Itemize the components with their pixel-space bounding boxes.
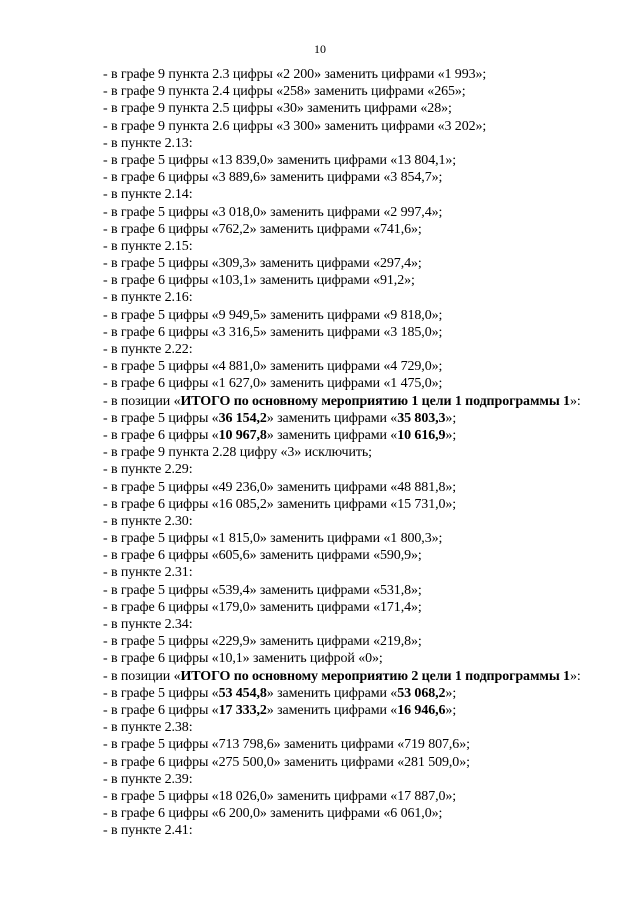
line-text: - в графе 5 цифры « bbox=[103, 410, 219, 426]
amendment-line bbox=[103, 702, 623, 719]
amendment-line: - в пункте 2.29: bbox=[103, 462, 193, 478]
amendment-line bbox=[103, 410, 623, 427]
amendment-line: - в графе 5 цифры «3 018,0» заменить цифрами «2 997,4»; bbox=[103, 204, 443, 220]
amendment-line: - в пункте 2.14: bbox=[103, 187, 193, 203]
amendment-line bbox=[103, 668, 623, 685]
amendment-line: - в пункте 2.39: bbox=[103, 771, 193, 787]
amendment-line: - в графе 5 цифры «309,3» заменить цифрами «297,4»; bbox=[103, 256, 422, 272]
amendment-line: - в графе 5 цифры «18 026,0» заменить цифрами «17 887,0»; bbox=[103, 788, 457, 804]
amendment-line bbox=[103, 427, 623, 444]
amendment-line: - в графе 5 цифры «539,4» заменить цифрами «531,8»; bbox=[103, 582, 422, 598]
line-text: »; bbox=[445, 702, 457, 718]
amendment-line: - в графе 5 цифры «1 815,0» заменить цифрами «1 800,3»; bbox=[103, 531, 443, 547]
amendment-line: - в графе 6 цифры «605,6» заменить цифрами «590,9»; bbox=[103, 548, 422, 564]
amendment-line: - в графе 5 цифры «4 881,0» заменить цифрами «4 729,0»; bbox=[103, 359, 443, 375]
line-text: »; bbox=[445, 410, 457, 426]
amendment-line: - в графе 5 цифры «713 798,6» заменить цифрами «719 807,6»; bbox=[103, 737, 470, 753]
amendment-line: - в графе 6 цифры «10,1» заменить цифрой «0»; bbox=[103, 651, 383, 667]
emphasized-text: 16 946,6 bbox=[397, 702, 446, 718]
amendment-line: - в графе 6 цифры «3 316,5» заменить цифрами «3 185,0»; bbox=[103, 324, 443, 340]
amendment-line: - в графе 6 цифры «275 500,0» заменить цифрами «281 509,0»; bbox=[103, 754, 470, 770]
amendment-line: - в графе 9 пункта 2.28 цифру «3» исключить; bbox=[103, 445, 372, 461]
amendment-line: - в графе 5 цифры «49 236,0» заменить цифрами «48 881,8»; bbox=[103, 479, 457, 495]
line-text: »: bbox=[569, 668, 581, 684]
amendment-line: - в графе 6 цифры «179,0» заменить цифрами «171,4»; bbox=[103, 599, 422, 615]
amendment-line: - в пункте 2.34: bbox=[103, 617, 193, 632]
line-text: » заменить цифрами « bbox=[266, 427, 398, 443]
amendment-line: - в графе 6 цифры «1 627,0» заменить цифрами «1 475,0»; bbox=[103, 376, 443, 392]
amendment-line: - в графе 5 цифры «9 949,5» заменить цифрами «9 818,0»; bbox=[103, 307, 443, 323]
amendment-line bbox=[103, 685, 623, 702]
amendment-line: - в графе 6 цифры «3 889,6» заменить цифрами «3 854,7»; bbox=[103, 170, 443, 186]
line-text: - в графе 5 цифры « bbox=[103, 685, 219, 701]
emphasized-text: 36 154,2 bbox=[218, 410, 267, 426]
amendment-line: - в графе 5 цифры «229,9» заменить цифрами «219,8»; bbox=[103, 634, 422, 650]
amendment-line: - в графе 6 цифры «6 200,0» заменить цифрами «6 061,0»; bbox=[103, 806, 443, 822]
amendment-line: - в пункте 2.41: bbox=[103, 823, 193, 839]
amendment-line: - в пункте 2.31: bbox=[103, 565, 193, 581]
line-text: - в графе 6 цифры « bbox=[103, 702, 219, 718]
amendment-list bbox=[103, 66, 623, 839]
amendment-line: - в графе 6 цифры «103,1» заменить цифрами «91,2»; bbox=[103, 273, 415, 289]
line-text: - в позиции « bbox=[103, 668, 181, 684]
line-text: - в графе 6 цифры « bbox=[103, 427, 219, 443]
line-text: » заменить цифрами « bbox=[266, 410, 398, 426]
amendment-line: - в пункте 2.13: bbox=[103, 135, 193, 151]
amendment-line: - в графе 6 цифры «16 085,2» заменить цифрами «15 731,0»; bbox=[103, 496, 457, 512]
amendment-line: - в графе 9 пункта 2.5 цифры «30» заменить цифрами «28»; bbox=[103, 101, 452, 117]
emphasized-text: 53 068,2 bbox=[397, 685, 446, 701]
line-text: » заменить цифрами « bbox=[266, 702, 398, 718]
emphasized-text: 10 616,9 bbox=[397, 427, 446, 443]
amendment-line bbox=[103, 393, 623, 410]
emphasized-text: 53 454,8 bbox=[218, 685, 267, 701]
line-text: »; bbox=[445, 427, 457, 443]
line-text: - в позиции « bbox=[103, 393, 181, 409]
line-text: »: bbox=[569, 393, 581, 409]
emphasized-text: 17 333,2 bbox=[218, 702, 267, 718]
emphasized-text: ИТОГО по основному мероприятию 1 цели 1 подпрограммы 1 bbox=[180, 393, 570, 409]
amendment-line: - в пункте 2.30: bbox=[103, 513, 193, 529]
amendment-line: - в графе 9 пункта 2.3 цифры «2 200» заменить цифрами «1 993»; bbox=[103, 67, 487, 82]
page-number: 10 bbox=[314, 42, 326, 56]
line-text: »; bbox=[445, 685, 457, 701]
emphasized-text: ИТОГО по основному мероприятию 2 цели 1 подпрограммы 1 bbox=[180, 668, 570, 684]
amendment-line: - в пункте 2.38: bbox=[103, 720, 193, 736]
emphasized-text: 10 967,8 bbox=[218, 427, 267, 443]
line-text: » заменить цифрами « bbox=[266, 685, 398, 701]
amendment-line: - в пункте 2.16: bbox=[103, 290, 193, 306]
amendment-line: - в пункте 2.22: bbox=[103, 342, 193, 357]
amendment-line: - в графе 5 цифры «13 839,0» заменить цифрами «13 804,1»; bbox=[103, 152, 457, 168]
amendment-line: - в графе 9 пункта 2.4 цифры «258» заменить цифрами «265»; bbox=[103, 84, 466, 100]
amendment-line: - в графе 9 пункта 2.6 цифры «3 300» заменить цифрами «3 202»; bbox=[103, 118, 487, 134]
amendment-line: - в графе 6 цифры «762,2» заменить цифрами «741,6»; bbox=[103, 221, 422, 237]
emphasized-text: 35 803,3 bbox=[397, 410, 446, 426]
amendment-line: - в пункте 2.15: bbox=[103, 238, 193, 254]
